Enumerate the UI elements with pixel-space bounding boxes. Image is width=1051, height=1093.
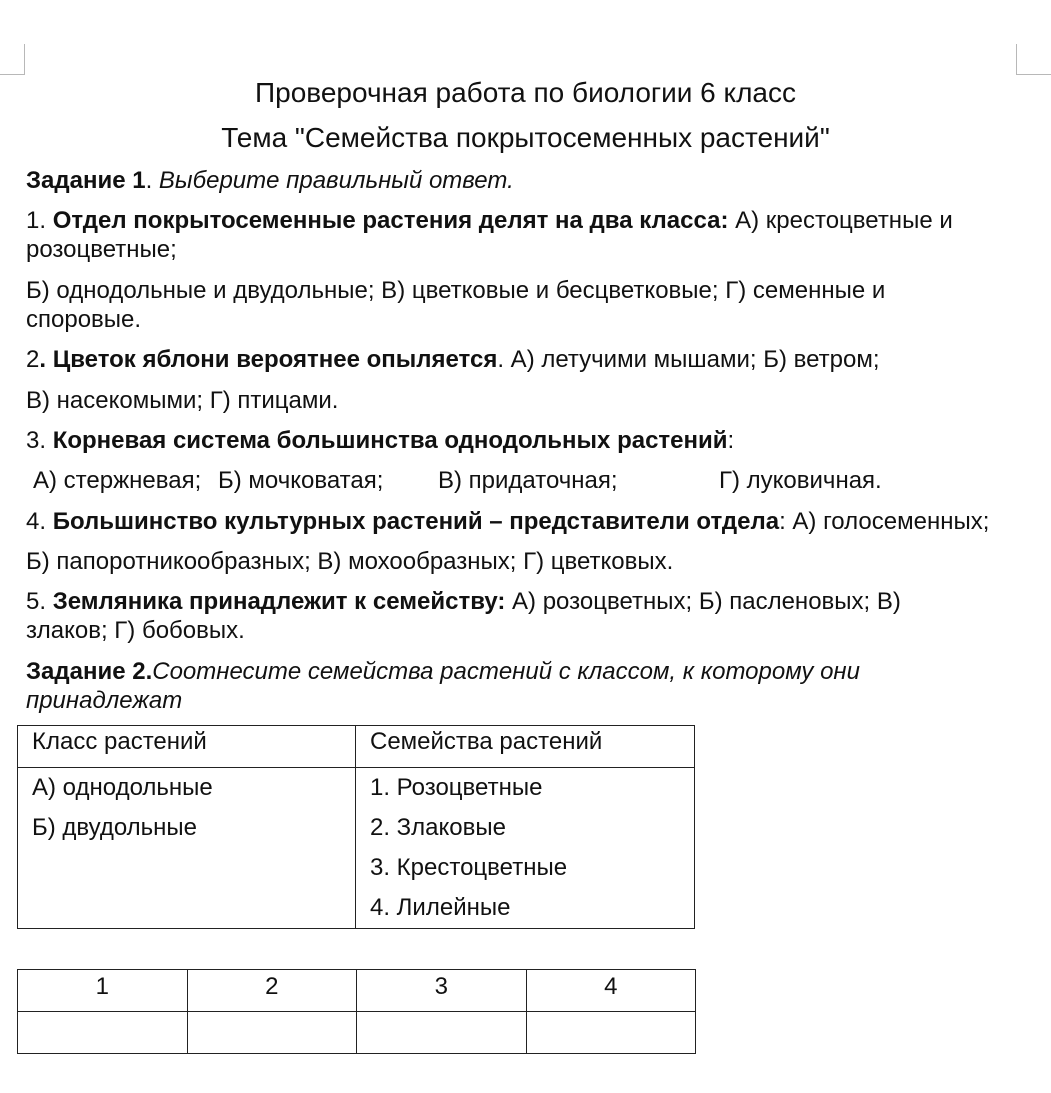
- matching-classes-cell: [18, 768, 356, 929]
- question-5-options-a: А) розоцветных; Б) пасленовых; В): [505, 588, 901, 615]
- question-4-options-b: Б) папоротникообразных; В) мохообразных; Г) цветковых.: [26, 548, 674, 575]
- question-1-line-2: розоцветные;: [26, 236, 177, 263]
- question-3-option-c: В) придаточная;: [438, 467, 618, 494]
- question-1-line-4: споровые.: [26, 306, 142, 333]
- task1-heading: [26, 166, 1036, 195]
- question-1-more-options: [26, 276, 1036, 334]
- answer-input-cell[interactable]: [357, 1012, 527, 1054]
- question-1-line-1: [26, 206, 1036, 235]
- class-item: Б) двудольные: [32, 814, 198, 841]
- matching-table: [17, 725, 695, 929]
- question-5: [26, 587, 1036, 645]
- answer-header-cell: 4: [526, 970, 696, 1012]
- matching-table-header-row: [18, 726, 695, 768]
- question-1-options-a: А) крестоцветные и: [728, 207, 953, 234]
- answer-input-cell[interactable]: [526, 1012, 696, 1054]
- question-3-number: 3.: [26, 427, 53, 454]
- question-3: [26, 426, 1036, 455]
- question-5-text: Земляника принадлежит к семейству:: [52, 588, 506, 615]
- question-1-number: 1.: [26, 207, 53, 234]
- answer-input-cell[interactable]: [187, 1012, 357, 1054]
- matching-table-body-row: [18, 768, 695, 929]
- answer-table-input-row: [18, 1012, 696, 1054]
- matching-header-class: Класс растений: [18, 726, 356, 768]
- question-5-number: 5.: [26, 588, 53, 615]
- page-corner-mark-right: [1016, 44, 1051, 75]
- task2-instruction-2: принадлежат: [26, 687, 183, 714]
- family-item: 2. Злаковые: [370, 814, 506, 841]
- question-5-line-1: [26, 587, 1036, 616]
- document-title: Проверочная работа по биологии 6 класс: [255, 77, 796, 108]
- answer-input-cell[interactable]: [18, 1012, 188, 1054]
- question-2-text: . Цветок яблони вероятнее опыляется: [39, 346, 498, 373]
- question-3-option-a: А) стержневая;: [33, 467, 202, 494]
- question-3-option-d: Г) луковичная.: [719, 467, 882, 494]
- question-4: [26, 507, 1036, 536]
- task1-separator: .: [145, 167, 159, 194]
- question-3-colon: :: [727, 427, 735, 454]
- task2-heading: [26, 657, 1036, 715]
- question-4-text: Большинство культурных растений – представители отдела: [52, 508, 780, 535]
- class-item: А) однодольные: [32, 774, 213, 801]
- answer-header-cell: 1: [18, 970, 188, 1012]
- question-4-number: 4.: [26, 508, 53, 535]
- question-2-options-a: . А) летучими мышами; Б) ветром;: [497, 346, 880, 373]
- document-subtitle: Тема "Семейства покрытосеменных растений": [221, 122, 830, 153]
- matching-families-cell: [356, 768, 695, 929]
- answer-table: [17, 969, 696, 1054]
- question-3-text: Корневая система большинства однодольных растений: [52, 427, 728, 454]
- question-4-options-a: : А) голосеменных;: [779, 508, 990, 535]
- question-5-line-2: злаков; Г) бобовых.: [26, 617, 245, 644]
- task2-label: Задание 2.: [26, 658, 153, 685]
- question-2-number: 2: [26, 346, 40, 373]
- question-1-line-3: Б) однодольные и двудольные; В) цветковые и бесцветковые; Г) семенные и: [26, 277, 886, 304]
- question-2: [26, 345, 1036, 374]
- answer-table-header-row: [18, 970, 696, 1012]
- answer-header-cell: 2: [187, 970, 357, 1012]
- question-3-option-b: Б) мочковатая;: [218, 467, 384, 494]
- question-1-text: Отдел покрытосеменные растения делят на два класса:: [52, 207, 729, 234]
- task2-line-2: [26, 686, 1036, 715]
- task1-label: Задание 1: [26, 167, 146, 194]
- task2-line-1: [26, 657, 1036, 686]
- family-item: 3. Крестоцветные: [370, 854, 568, 881]
- matching-header-families: Семейства растений: [356, 726, 695, 768]
- family-item: 4. Лилейные: [370, 894, 511, 921]
- page-corner-mark-left: [0, 44, 25, 75]
- task1-instruction: Выберите правильный ответ.: [158, 167, 514, 194]
- question-2-options-b: В) насекомыми; Г) птицами.: [26, 387, 339, 414]
- question-1: [26, 206, 1036, 264]
- answer-header-cell: 3: [357, 970, 527, 1012]
- task2-instruction-1: Соотнесите семейства растений с классом, к которому они: [152, 658, 860, 685]
- family-item: 1. Розоцветные: [370, 774, 543, 801]
